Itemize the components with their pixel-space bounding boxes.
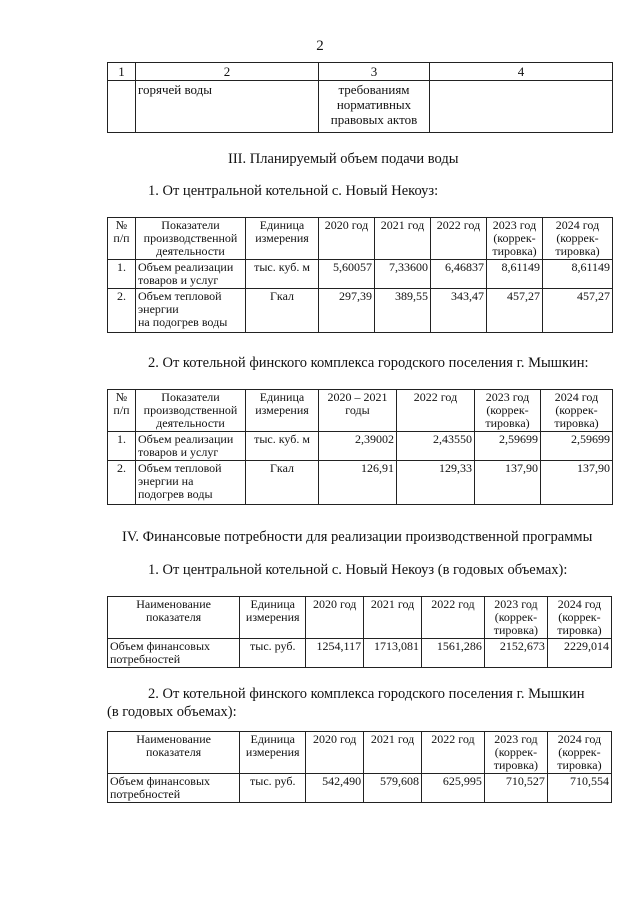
cell-line: № <box>115 218 128 232</box>
cell-line: 2023 год <box>492 218 537 232</box>
cell-line: (коррек- <box>558 610 601 624</box>
table-cell: Гкал <box>246 289 319 333</box>
header-cell <box>484 597 547 639</box>
cell-line: 2022 год <box>431 597 475 611</box>
table-cell: 710,527 <box>484 774 547 803</box>
table-cell: Гкал <box>246 461 319 505</box>
cell-line: (коррек- <box>493 231 536 245</box>
header-cell <box>108 732 240 774</box>
table-cell <box>108 639 240 668</box>
table-cell <box>319 81 430 133</box>
table-row <box>108 774 612 803</box>
table-header-row <box>108 218 613 260</box>
cell-line: показателя <box>145 745 202 759</box>
cell-line: годы <box>345 403 370 417</box>
header-cell <box>246 390 319 432</box>
table-cell: 2,39002 <box>319 432 397 461</box>
cell-line: 2023 год <box>494 597 538 611</box>
cell-line: 2021 год <box>370 732 415 746</box>
water-supply-table-myshkin <box>107 389 613 505</box>
table-cell: 2,43550 <box>397 432 475 461</box>
cell-line: 2020 год <box>324 218 369 232</box>
cell-line: деятельности <box>156 416 225 430</box>
table-cell: 2229,014 <box>547 639 611 668</box>
cell-line: Единица <box>250 597 295 611</box>
header-cell <box>108 597 240 639</box>
cell-line: 2022 год <box>436 218 481 232</box>
cell-line: требованиям <box>338 82 410 97</box>
table-cell: тыс. руб. <box>240 639 306 668</box>
header-cell <box>364 732 422 774</box>
cell-line: энергии <box>138 302 179 316</box>
header-cell <box>375 218 431 260</box>
header-cell <box>108 218 136 260</box>
header-cell <box>246 218 319 260</box>
cell-line: Объем реализации <box>138 260 234 274</box>
table-cell: 389,55 <box>375 289 431 333</box>
cell-line: товаров и услуг <box>138 273 219 287</box>
table-cell: 710,554 <box>547 774 611 803</box>
cell-line: Объем финансовых <box>110 774 211 788</box>
cell-line: 2023 год <box>494 732 538 746</box>
header-cell <box>306 597 364 639</box>
cell-line: нормативных <box>336 97 412 112</box>
cell-line: Единица <box>259 218 305 232</box>
header-cell <box>306 732 364 774</box>
table-cell: 457,27 <box>487 289 543 333</box>
cell-line: подогрев воды <box>138 487 213 501</box>
cell-line: Единица <box>259 390 305 404</box>
header-cell: 2 <box>136 63 319 81</box>
header-cell <box>136 218 246 260</box>
table-row <box>108 289 613 333</box>
header-cell <box>136 390 246 432</box>
cell-line: правовых актов <box>330 112 418 127</box>
cell-line: Показатели <box>161 218 220 232</box>
table-cell: горячей воды <box>136 81 319 133</box>
table-cell: 1561,286 <box>421 639 484 668</box>
header-cell <box>108 390 136 432</box>
cell-line: Объем тепловой <box>138 461 222 475</box>
section-3-subtitle-1: 1. От центральной котельной с. Новый Некоуз: <box>148 183 439 199</box>
section-4-title: IV. Финансовые потребности для реализации производственной программы <box>122 529 593 545</box>
table-cell: 8,61149 <box>487 260 543 289</box>
cell-line: Объем тепловой <box>138 289 222 303</box>
table-cell: 579,608 <box>364 774 422 803</box>
cell-line: Наименование <box>136 732 211 746</box>
continuation-table <box>107 62 613 133</box>
cell-line: № <box>115 390 128 404</box>
cell-line: (коррек- <box>494 610 538 624</box>
section-4-subtitle-1: 1. От центральной котельной с. Новый Некоуз (в годовых объемах): <box>148 562 568 578</box>
table-header-row <box>108 390 613 432</box>
cell-line: (коррек- <box>494 745 538 759</box>
cell-line: п/п <box>113 403 130 417</box>
table-cell: тыс. куб. м <box>246 260 319 289</box>
cell-line: 2020 – 2021 <box>327 390 388 404</box>
header-cell <box>431 218 487 260</box>
cell-line: измерения <box>255 231 309 245</box>
cell-line: измерения <box>245 610 300 624</box>
cell-line: деятельности <box>156 244 225 258</box>
table-cell: 2152,673 <box>484 639 547 668</box>
table-cell: 1254,117 <box>306 639 364 668</box>
table-cell: 137,90 <box>475 461 541 505</box>
cell-line: 2021 год <box>370 597 415 611</box>
header-cell <box>397 390 475 432</box>
table-cell: 129,33 <box>397 461 475 505</box>
cell-line: 2024 год <box>557 732 602 746</box>
header-cell <box>487 218 543 260</box>
table-cell: 8,61149 <box>543 260 613 289</box>
cell-line: (коррек- <box>555 403 598 417</box>
cell-line: (коррек- <box>486 403 529 417</box>
header-cell: 4 <box>430 63 613 81</box>
section-4-subtitle-2-line-1: 2. От котельной финского комплекса городского поселения г. Мышкин <box>148 686 585 702</box>
table-row <box>108 260 613 289</box>
table-cell: тыс. куб. м <box>246 432 319 461</box>
water-supply-table-nekouz <box>107 217 613 333</box>
cell-line: измерения <box>245 745 300 759</box>
table-cell <box>136 432 246 461</box>
cell-line: показателя <box>145 610 202 624</box>
cell-line: тировка) <box>557 758 602 772</box>
table-cell <box>136 461 246 505</box>
cell-line: (коррек- <box>558 745 601 759</box>
table-cell: 137,90 <box>541 461 613 505</box>
table-cell: 2. <box>108 461 136 505</box>
table-cell: 542,490 <box>306 774 364 803</box>
table-row <box>108 432 613 461</box>
financial-needs-table-nekouz <box>107 596 612 668</box>
table-header-row <box>108 732 612 774</box>
cell-line: Показатели <box>161 390 220 404</box>
table-cell: 457,27 <box>543 289 613 333</box>
header-cell <box>319 218 375 260</box>
cell-line: тировка) <box>493 623 539 637</box>
table-cell: 2. <box>108 289 136 333</box>
cell-line: на подогрев воды <box>138 315 228 329</box>
table-cell: 6,46837 <box>431 260 487 289</box>
cell-line: 2024 год <box>554 390 599 404</box>
cell-line: тировка) <box>554 416 599 430</box>
cell-line: производственной <box>143 231 238 245</box>
cell-line: 2020 год <box>313 597 357 611</box>
cell-line: 2022 год <box>413 390 458 404</box>
cell-line: Наименование <box>136 597 211 611</box>
cell-line: тировка) <box>493 758 539 772</box>
table-header-row <box>108 597 612 639</box>
cell-line: тировка) <box>555 244 600 258</box>
table-cell <box>108 81 136 133</box>
cell-line: 2022 год <box>431 732 475 746</box>
table-cell <box>136 260 246 289</box>
table-cell: 343,47 <box>431 289 487 333</box>
cell-line: 2021 год <box>380 218 425 232</box>
header-cell <box>421 597 484 639</box>
table-cell: 7,33600 <box>375 260 431 289</box>
table-cell: 1. <box>108 432 136 461</box>
cell-line: п/п <box>113 231 130 245</box>
table-cell <box>136 289 246 333</box>
header-cell <box>319 390 397 432</box>
table-row <box>108 81 613 133</box>
table-cell: 297,39 <box>319 289 375 333</box>
cell-line: товаров и услуг <box>138 445 219 459</box>
header-cell: 3 <box>319 63 430 81</box>
page-number: 2 <box>316 38 324 54</box>
header-cell <box>541 390 613 432</box>
table-cell: тыс. руб. <box>240 774 306 803</box>
header-cell <box>484 732 547 774</box>
header-cell <box>543 218 613 260</box>
cell-line: 2023 год <box>485 390 530 404</box>
cell-line: 2024 год <box>555 218 600 232</box>
table-cell <box>430 81 613 133</box>
cell-line: (коррек- <box>556 231 599 245</box>
table-cell: 1713,081 <box>364 639 422 668</box>
cell-line: 2020 год <box>313 732 357 746</box>
cell-line: тировка) <box>485 416 530 430</box>
cell-line: производственной <box>143 403 238 417</box>
cell-line: Единица <box>250 732 295 746</box>
cell-line: тировка) <box>557 623 602 637</box>
cell-line: энергии на <box>138 474 194 488</box>
cell-line: тировка) <box>492 244 537 258</box>
header-cell <box>240 732 306 774</box>
header-cell <box>240 597 306 639</box>
cell-line: измерения <box>255 403 309 417</box>
table-cell: 1. <box>108 260 136 289</box>
header-cell <box>475 390 541 432</box>
header-cell <box>547 732 611 774</box>
cell-line: Объем реализации <box>138 432 234 446</box>
section-3-subtitle-2: 2. От котельной финского комплекса городского поселения г. Мышкин: <box>148 355 589 371</box>
table-header-row <box>108 63 613 81</box>
financial-needs-table-myshkin <box>107 731 612 803</box>
table-cell <box>108 774 240 803</box>
table-cell: 2,59699 <box>541 432 613 461</box>
section-3-title: III. Планируемый объем подачи воды <box>228 151 459 167</box>
table-row <box>108 461 613 505</box>
header-cell <box>364 597 422 639</box>
header-cell <box>547 597 611 639</box>
cell-line: Объем финансовых <box>110 639 211 653</box>
header-cell: 1 <box>108 63 136 81</box>
header-cell <box>421 732 484 774</box>
table-row <box>108 639 612 668</box>
table-cell: 126,91 <box>319 461 397 505</box>
table-cell: 5,60057 <box>319 260 375 289</box>
cell-line: потребностей <box>110 787 181 801</box>
cell-line: потребностей <box>110 652 181 666</box>
table-cell: 625,995 <box>421 774 484 803</box>
section-4-subtitle-2-line-2: (в годовых объемах): <box>107 704 237 720</box>
table-cell: 2,59699 <box>475 432 541 461</box>
cell-line: 2024 год <box>557 597 602 611</box>
